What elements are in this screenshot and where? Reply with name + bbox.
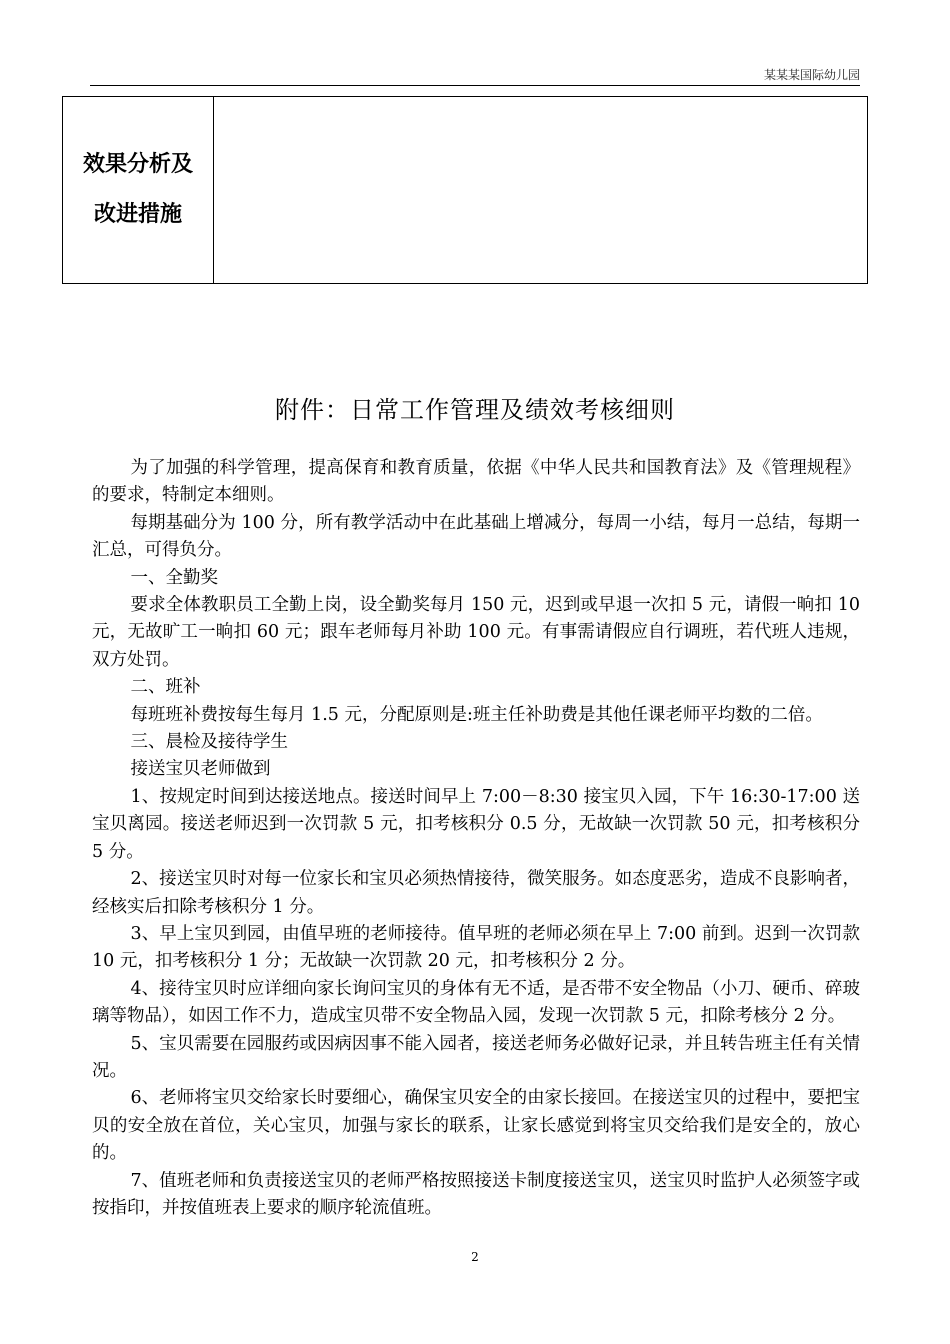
paragraph: 2、接送宝贝时对每一位家长和宝贝必须热情接待，微笑服务。如态度恶劣，造成不良影响者，经核实后扣除考核积分 1 分。 bbox=[92, 869, 860, 917]
paragraph: 接送宝贝老师做到 bbox=[130, 759, 271, 780]
header-divider bbox=[90, 85, 860, 86]
paragraph: 7、值班老师和负责接送宝贝的老师严格按照接送卡制度接送宝贝，送宝贝时监护人必须签字或按指印，并按值班表上要求的顺序轮流值班。 bbox=[92, 1170, 860, 1218]
paragraph: 为了加强的科学管理，提高保育和教育质量，依据《中华人民共和国教育法》及《管理规程》的要求，特制定本细则。 bbox=[92, 458, 860, 506]
header-org-name: 某某某国际幼儿园 bbox=[763, 68, 860, 82]
paragraph: 1、按规定时间到达接送地点。接送时间早上 7:00－8:30 接宝贝入园，下午 16:30-17:00 送宝贝离园。接送老师迟到一次罚款 5 元，扣考核积分 0.5 分，无故缺一次罚款 50 元，扣考核积分 5 分。 bbox=[92, 786, 860, 862]
paragraph: 每班班补费按每生每月 1.5 元，分配原则是:班主任补助费是其他任课老师平均数的二倍。 bbox=[130, 704, 823, 725]
paragraph: 6、老师将宝贝交给家长时要细心，确保宝贝安全的由家长接回。在接送宝贝的过程中，要把宝贝的安全放在首位，关心宝贝，加强与家长的联系，让家长感觉到将宝贝交给我们是安全的，放心的。 bbox=[92, 1088, 860, 1164]
paragraph: 5、宝贝需要在园服药或因病因事不能入园者，接送老师务必做好记录，并且转告班主任有关情况。 bbox=[92, 1033, 860, 1081]
paragraph: 要求全体教职员工全勤上岗，设全勤奖每月 150 元，迟到或早退一次扣 5 元，请假一晌扣 10 元，无故旷工一晌扣 60 元；跟车老师每月补助 100 元。有事需请假应自行调班，若代班人违规，双方处罚。 bbox=[92, 595, 860, 670]
paragraph: 3、早上宝贝到园，由值早班的老师接待。值早班的老师必须在早上 7:00 前到。迟到一次罚款 10 元，扣考核积分 1 分；无故缺一次罚款 20 元，扣考核积分 2 分。 bbox=[92, 923, 860, 972]
page-number: 2 bbox=[471, 1250, 479, 1264]
body-text bbox=[92, 455, 860, 1222]
section-heading: 三、晨检及接待学生 bbox=[130, 732, 288, 753]
section-heading: 二、班补 bbox=[130, 677, 201, 698]
paragraph: 每期基础分为 100 分，所有教学活动中在此基础上增减分，每周一小结，每月一总结，每期一汇总，可得负分。 bbox=[92, 512, 860, 561]
paragraph: 4、接待宝贝时应详细向家长询问宝贝的身体有无不适，是否带不安全物品（小刀、硬币、碎玻璃等物品），如因工作不力，造成宝贝带不安全物品入园，发现一次罚款 5 元，扣除考核分 2 分。 bbox=[92, 978, 860, 1027]
table-row bbox=[63, 97, 868, 284]
section-heading: 一、全勤奖 bbox=[130, 567, 218, 588]
table-label-cell bbox=[63, 97, 214, 284]
page-title: 附件：日常工作管理及绩效考核细则 bbox=[275, 396, 675, 424]
table-content-cell bbox=[214, 97, 868, 284]
evaluation-table bbox=[62, 96, 868, 284]
table-label-line1: 效果分析及 bbox=[82, 152, 193, 177]
table-label-line2: 改进措施 bbox=[93, 202, 182, 227]
